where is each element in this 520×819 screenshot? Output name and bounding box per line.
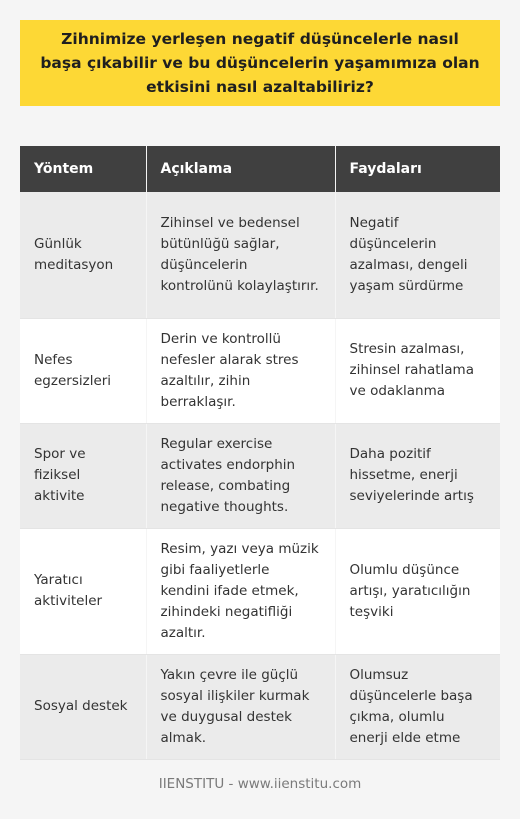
header-description: Açıklama: [146, 146, 335, 192]
table-row: [20, 318, 500, 423]
table-row: [20, 528, 500, 654]
method-cell: Spor ve fiziksel aktivite: [20, 423, 146, 528]
method-cell: Yaratıcı aktiviteler: [20, 528, 146, 654]
description-cell: Zihinsel ve bedensel bütünlüğü sağlar, düşüncelerin kontrolünü kolaylaştırır.: [146, 192, 335, 318]
benefits-cell: Olumlu düşünce artışı, yaratıcılığın teşviki: [335, 528, 500, 654]
description-cell: Resim, yazı veya müzik gibi faaliyetlerle kendini ifade etmek, zihindeki negatifliği azaltır.: [146, 528, 335, 654]
method-cell: Nefes egzersizleri: [20, 318, 146, 423]
benefits-cell: Negatif düşüncelerin azalması, dengeli yaşam sürdürme: [335, 192, 500, 318]
header-method: Yöntem: [20, 146, 146, 192]
method-cell: Günlük meditasyon: [20, 192, 146, 318]
table-row: [20, 192, 500, 318]
method-cell: Sosyal destek: [20, 654, 146, 759]
description-cell: Regular exercise activates endorphin release, combating negative thoughts.: [146, 423, 335, 528]
table-header-row: [20, 146, 500, 192]
description-cell: Yakın çevre ile güçlü sosyal ilişkiler kurmak ve duygusal destek almak.: [146, 654, 335, 759]
title-banner: [20, 20, 500, 106]
table-row: [20, 654, 500, 759]
benefits-cell: Daha pozitif hissetme, enerji seviyelerinde artış: [335, 423, 500, 528]
methods-table: [20, 146, 500, 760]
benefits-cell: Olumsuz düşüncelerle başa çıkma, olumlu enerji elde etme: [335, 654, 500, 759]
footer-credit: IIENSTITU - www.iienstitu.com: [158, 776, 362, 792]
header-benefits: Faydaları: [335, 146, 500, 192]
benefits-cell: Stresin azalması, zihinsel rahatlama ve odaklanma: [335, 318, 500, 423]
table-row: [20, 423, 500, 528]
page-title: Zihnimize yerleşen negatif düşüncelerle nasıl başa çıkabilir ve bu düşüncelerin yaşamımıza olan etkisini nasıl azaltabiliriz?: [40, 30, 480, 96]
description-cell: Derin ve kontrollü nefesler alarak stres azaltılır, zihin berraklaşır.: [146, 318, 335, 423]
